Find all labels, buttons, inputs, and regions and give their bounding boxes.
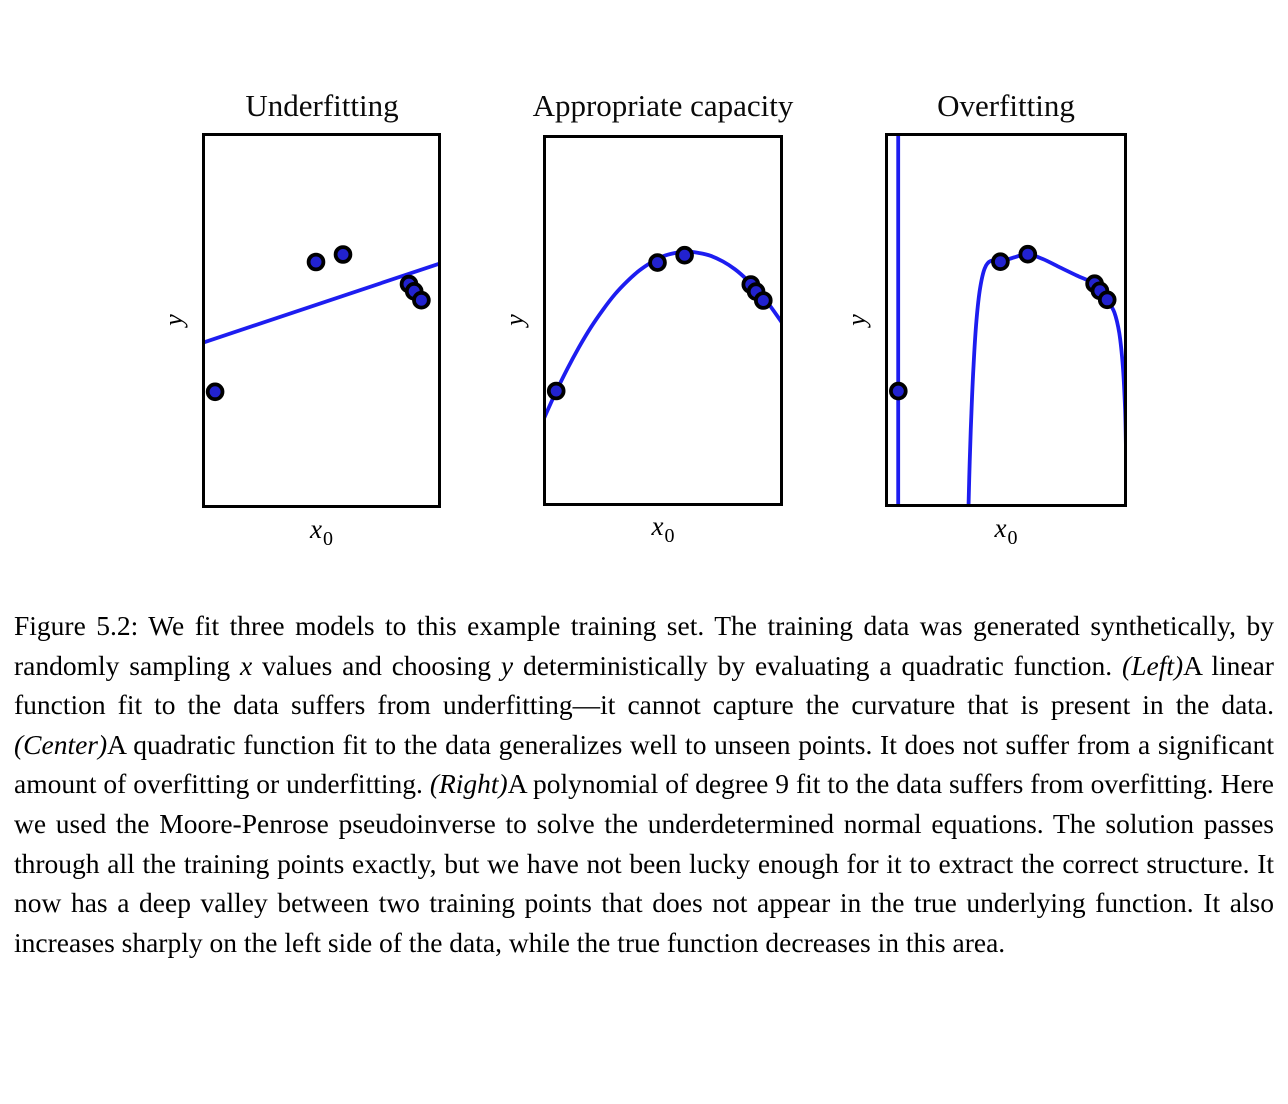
x-var: x — [994, 513, 1007, 543]
plot-title-overfitting: Overfitting — [937, 88, 1075, 123]
caption-segment: values and choosing — [252, 649, 501, 681]
y-axis-label: y — [500, 314, 529, 326]
data-point — [309, 255, 324, 270]
caption-segment: Figure 5.2: We fit three models to this example training set. The training data was generated synthetically, by randomly sampling — [14, 610, 1274, 681]
plot-title-appropriate-capacity: Appropriate capacity — [532, 88, 794, 123]
caption-segment: A linear function fit to the data suffers from underfitting—it cannot capture the curvature that is present in the data. — [14, 649, 1274, 721]
data-point — [756, 293, 771, 308]
caption-segment: (Center) — [14, 728, 108, 760]
caption-segment: x — [239, 649, 253, 681]
caption-segment: deterministically by evaluating a quadratic function. — [513, 649, 1123, 681]
plot-frame — [545, 137, 782, 505]
data-point — [208, 384, 223, 399]
data-point — [1020, 247, 1035, 262]
plot-title-underfitting: Underfitting — [245, 88, 399, 123]
x-var: x — [651, 511, 664, 541]
caption-segment: A polynomial of degree 9 fit to the data suffers from overfitting. Here we used the Moore-Penrose pseudoinverse to solve the underdetermined normal equations. The solution passes through all the training points exactly, but we have not been lucky enough for it to extract the correct structure. It now has a deep valley between two training points that does not appear in the true underlying function. It also increases sharply on the left side of the data, while the true function decreases in this area. — [14, 768, 1274, 958]
caption-segment: y — [500, 649, 514, 681]
x-subscript: 0 — [1007, 527, 1018, 549]
overfitting-plot-canvas — [885, 133, 1127, 507]
y-axis-label: y — [842, 314, 871, 326]
x-subscript: 0 — [664, 525, 675, 547]
figure-caption — [14, 606, 1274, 962]
data-point — [336, 247, 351, 262]
x-axis-label — [885, 513, 1127, 550]
y-axis-label: y — [159, 314, 188, 326]
appropriate-capacity-plot-canvas — [543, 135, 783, 506]
caption-segment: A quadratic function fit to the data generalizes well to unseen points. It does not suffer from a significant amount of overfitting or underfitting. — [14, 728, 1274, 800]
data-point — [1100, 292, 1115, 307]
caption-segment: (Right) — [429, 768, 508, 800]
x-axis-label — [543, 511, 783, 548]
underfitting-plot-canvas — [202, 133, 441, 508]
x-axis-label — [202, 514, 441, 551]
fit-curve — [202, 263, 441, 343]
data-point — [677, 248, 692, 263]
data-point — [414, 293, 429, 308]
data-point — [549, 384, 564, 399]
plot-frame — [887, 135, 1126, 506]
data-point — [993, 254, 1008, 269]
data-point — [650, 255, 665, 270]
data-point — [891, 384, 906, 399]
x-var: x — [310, 514, 322, 544]
x-subscript: 0 — [322, 528, 333, 550]
plot-frame — [204, 135, 440, 507]
caption-segment: (Left) — [1122, 649, 1184, 681]
